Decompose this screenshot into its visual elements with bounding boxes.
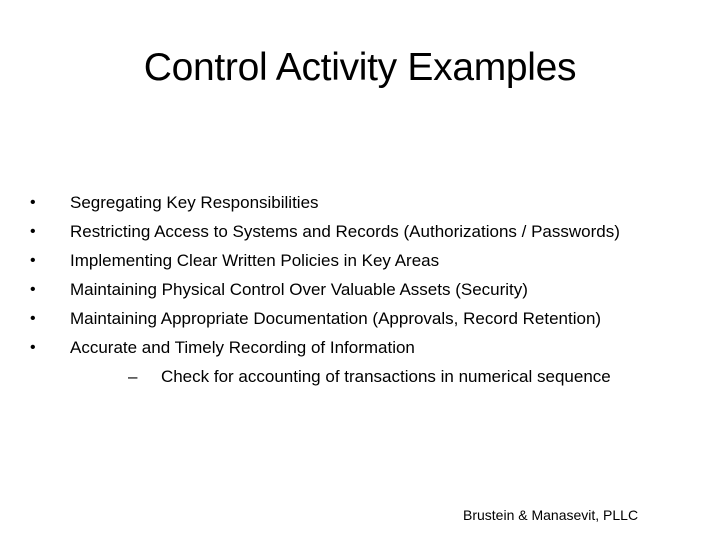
bullet-icon: •	[30, 310, 36, 327]
list-item	[30, 188, 710, 217]
sub-bullet-wrap	[128, 362, 611, 391]
list-item	[30, 304, 710, 333]
footer-text: Brustein & Manasevit, PLLC	[463, 507, 639, 523]
list-item	[30, 275, 710, 304]
sub-bullet-text: Check for accounting of transactions in numerical sequence	[160, 367, 611, 386]
bullet-icon: •	[30, 339, 36, 356]
bullet-text: Accurate and Timely Recording of Information	[70, 338, 415, 357]
bullet-text: Implementing Clear Written Policies in Key Areas	[70, 251, 440, 270]
bullet-icon: •	[30, 223, 36, 240]
list-item	[30, 217, 710, 246]
bullet-text: Segregating Key Responsibilities	[70, 193, 319, 212]
dash-icon: –	[128, 367, 138, 386]
slide-title: Control Activity Examples	[143, 46, 577, 89]
bullet-icon: •	[30, 194, 36, 211]
sub-list-item	[30, 362, 710, 391]
bullet-text: Maintaining Appropriate Documentation (Approvals, Record Retention)	[70, 309, 602, 328]
list-item	[30, 333, 710, 362]
bullet-list	[30, 188, 710, 391]
bullet-icon: •	[30, 252, 36, 269]
bullet-icon: •	[30, 281, 36, 298]
bullet-text: Maintaining Physical Control Over Valuable Assets (Security)	[70, 280, 528, 299]
bullet-text: Restricting Access to Systems and Records (Authorizations / Passwords)	[70, 222, 620, 241]
list-item	[30, 246, 710, 275]
